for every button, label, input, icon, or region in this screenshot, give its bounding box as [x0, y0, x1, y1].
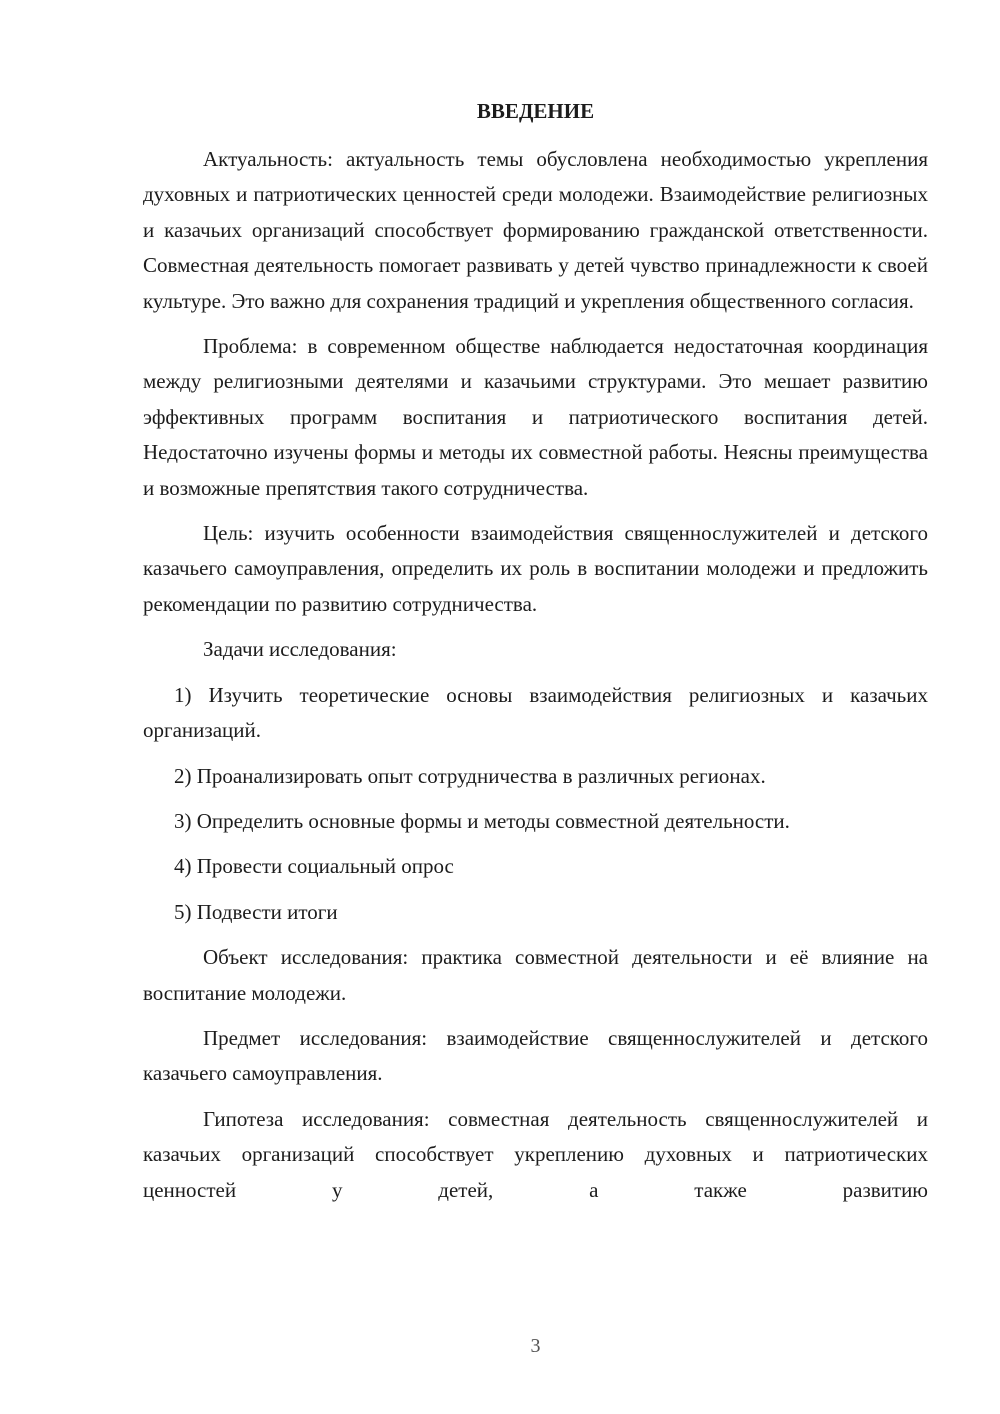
task-item-1: 1) Изучить теоретические основы взаимодействия религиозных и казачьих организаций. — [143, 682, 928, 743]
task-item-4: 4) Провести социальный опрос — [174, 854, 454, 879]
page-title: ВВЕДЕНИЕ — [476, 99, 595, 123]
paragraph-hypothesis: Гипотеза исследования: совместная деятельность священнослужителей и казачьих организаций способствует укреплению духовных и патриотических ценностей у детей, а также развитию — [143, 1106, 928, 1202]
task-item-2: 2) Проанализировать опыт сотрудничества в различных регионах. — [174, 763, 766, 788]
paragraph-tasks-heading: Задачи исследования: — [203, 637, 397, 662]
page-number: 3 — [530, 1335, 541, 1357]
paragraph-subject: Предмет исследования: взаимодействие священнослужителей и детского казачьего самоуправления. — [143, 1025, 928, 1086]
paragraph-goal: Цель: изучить особенности взаимодействия священнослужителей и детского казачьего самоуправления, определить их роль в воспитании молодежи и предложить рекомендации по развитию сотрудничества. — [143, 521, 928, 616]
task-item-5: 5) Подвести итоги — [174, 899, 338, 924]
paragraph-problem: Проблема: в современном обществе наблюдается недостаточная координация между религиозными деятелями и казачьими структурами. Это мешает развитию эффективных программ воспитания и патриотического воспитания детей. Недостаточно изучены формы и методы их совместной работы. Неясны преимущества и возможные препятствия такого сотрудничества. — [143, 334, 928, 500]
document-page — [143, 0, 928, 1414]
document-body — [143, 142, 928, 1208]
paragraph-relevance: Актуальность: актуальность темы обусловлена необходимостью укрепления духовных и патриотических ценностей среди молодежи. Взаимодействие религиозных и казачьих организаций способствует формированию гражданской ответственности. Совместная деятельность помогает развивать у детей чувство принадлежности к своей культуре. Это важно для сохранения традиций и укрепления общественного согласия. — [143, 147, 928, 313]
paragraph-object: Объект исследования: практика совместной деятельности и её влияние на воспитание молодежи. — [143, 945, 928, 1005]
task-item-3: 3) Определить основные формы и методы совместной деятельности. — [174, 808, 790, 833]
